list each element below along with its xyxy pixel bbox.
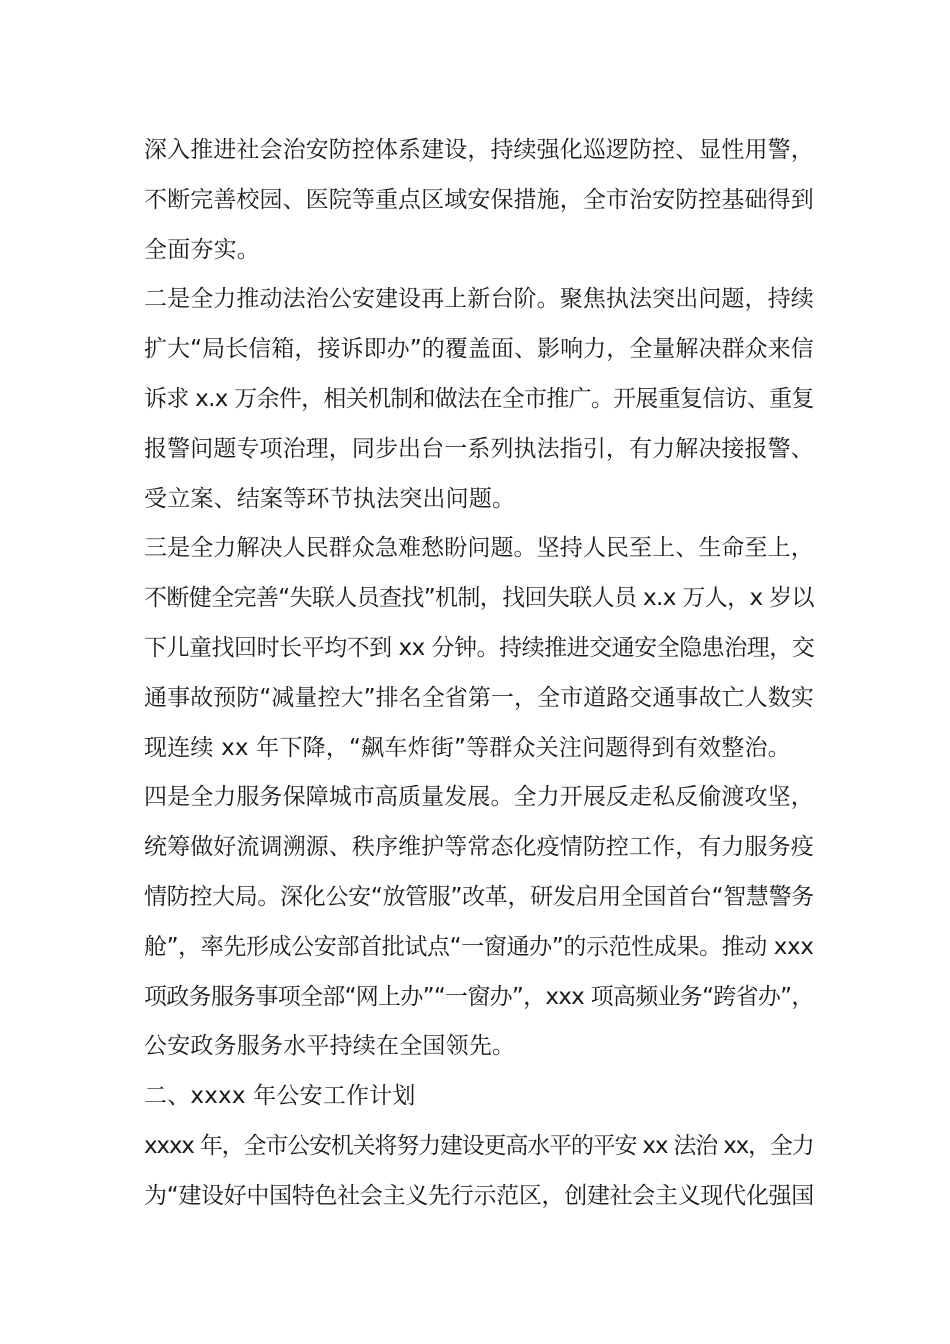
body-text: [144, 126, 814, 1222]
text-line: 情防控大局。深化公安“放管服”改革，研发启用全国首台“智慧警务: [144, 883, 814, 910]
text-line: 舱”，率先形成公安部首批试点“一窗通办”的示范性成果。推动 xxx: [144, 933, 814, 960]
text-line: xxxx 年，全市公安机关将努力建设更高水平的平安 xx 法治 xx，全力: [144, 1132, 814, 1159]
text-line: 报警问题专项治理，同步出台一系列执法指引，有力解决接报警、: [144, 435, 814, 462]
text-line: 三是全力解决人民群众急难愁盼问题。坚持人民至上、生命至上，: [144, 535, 814, 562]
text-line: 通事故预防“减量控大”排名全省第一，全市道路交通事故亡人数实: [144, 684, 814, 711]
text-line: 现连续 xx 年下降，“飙车炸街”等群众关注问题得到有效整治。: [144, 734, 791, 761]
text-line: 不断健全完善“失联人员查找”机制，找回失联人员 x.x 万人，x 岁以: [144, 585, 814, 612]
text-line: 公安政务服务水平持续在全国领先。: [144, 1033, 516, 1060]
text-line: 全面夯实。: [144, 236, 260, 263]
text-line: 扩大“局长信箱，接诉即办”的覆盖面、影响力，全量解决群众来信: [144, 336, 814, 363]
text-line: 不断完善校园、医院等重点区域安保措施，全市治安防控基础得到: [144, 186, 814, 213]
text-line: 下儿童找回时长平均不到 xx 分钟。持续推进交通安全隐患治理，交: [144, 634, 815, 661]
text-line: 为“建设好中国特色社会主义先行示范区，创建社会主义现代化强国: [144, 1182, 814, 1209]
text-line: 受立案、结案等环节执法突出问题。: [144, 485, 516, 512]
text-line: 项政务服务事项全部“网上办”“一窗办”，xxx 项高频业务“跨省办”，: [144, 983, 814, 1010]
text-line: 四是全力服务保障城市高质量发展。全力开展反走私反偷渡攻坚，: [144, 784, 814, 811]
text-line: 统筹做好流调溯源、秩序维护等常态化疫情防控工作，有力服务疫: [144, 834, 814, 861]
text-line: 诉求 x.x 万余件，相关机制和做法在全市推广。开展重复信访、重复: [144, 385, 814, 412]
section-heading: 二、xxxx 年公安工作计划: [144, 1083, 416, 1110]
text-line: 深入推进社会治安防控体系建设，持续强化巡逻防控、显性用警，: [144, 137, 814, 163]
text-line: 二是全力推动法治公安建设再上新台阶。聚焦执法突出问题，持续: [144, 286, 814, 313]
